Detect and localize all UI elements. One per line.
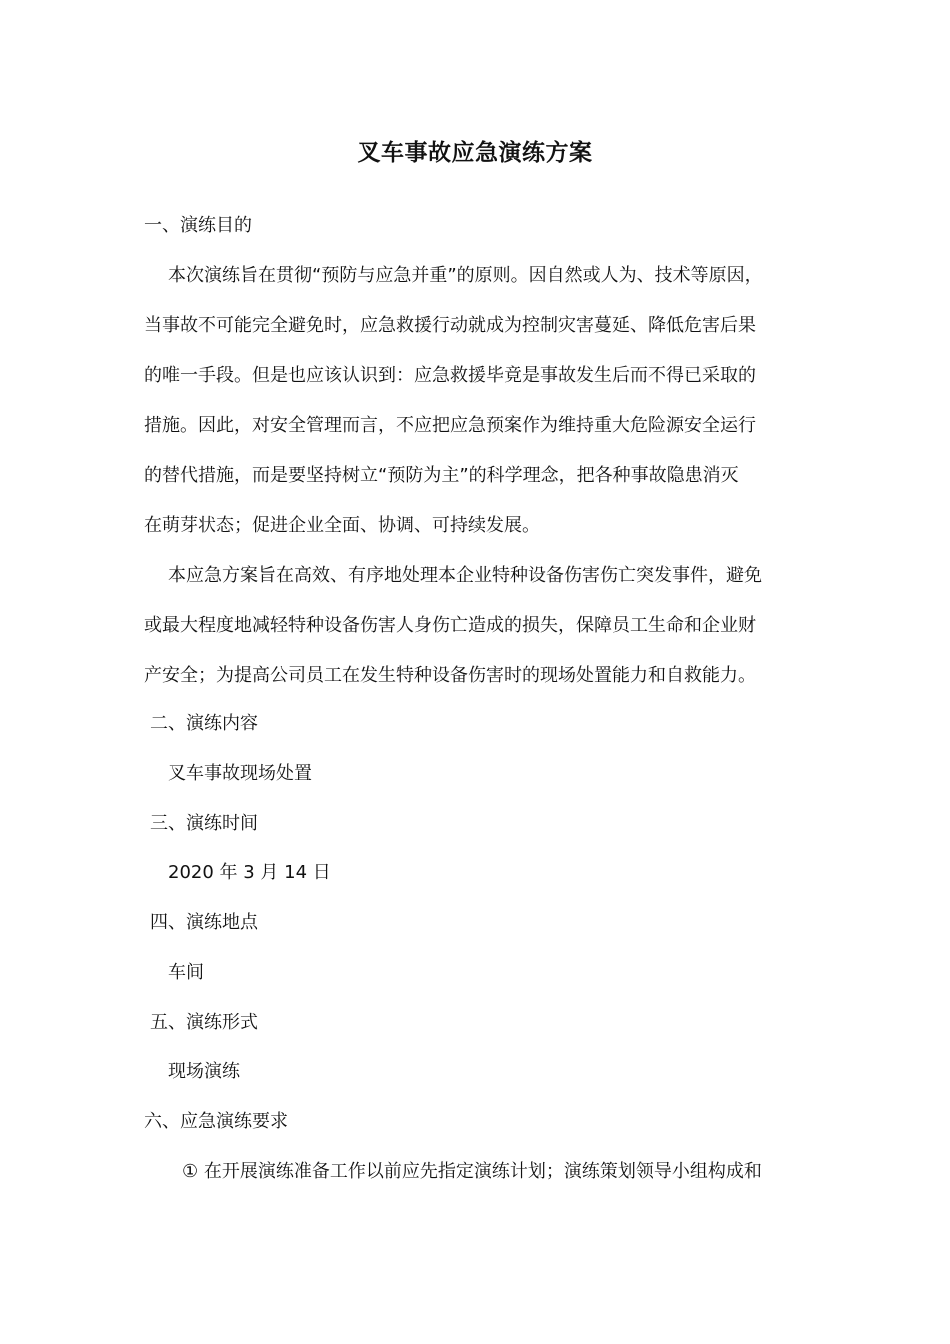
- document-title: 叉车事故应急演练方案: [357, 140, 593, 166]
- section-format-text: 现场演练: [168, 1061, 240, 1082]
- section-heading-time: 三、演练时间: [150, 813, 258, 834]
- section-heading-format: 五、演练形式: [150, 1012, 258, 1033]
- paragraph-line: 产安全；为提高公司员工在发生特种设备伤害时的现场处置能力和自救能力。: [144, 665, 756, 686]
- paragraph-purpose-2: [144, 561, 824, 711]
- section-time-text: 2020 年 3 月 14 日: [168, 862, 331, 883]
- section-heading-location: 四、演练地点: [150, 912, 258, 933]
- section-heading-content: 二、演练内容: [150, 713, 258, 734]
- section-content-text: 叉车事故现场处置: [168, 763, 312, 784]
- paragraph-line: 的替代措施，而是要坚持树立“预防为主”的科学理念，把各种事故隐患消灭: [144, 465, 739, 486]
- paragraph-purpose-1: [144, 261, 824, 561]
- paragraph-line: 措施。因此，对安全管理而言，不应把应急预案作为维持重大危险源安全运行: [144, 415, 756, 436]
- paragraph-line: 本次演练旨在贯彻“预防与应急并重”的原则。因自然或人为、技术等原因，: [168, 265, 763, 286]
- paragraph-line: 在萌芽状态；促进企业全面、协调、可持续发展。: [144, 515, 540, 536]
- paragraph-line: 当事故不可能完全避免时，应急救援行动就成为控制灾害蔓延、降低危害后果: [144, 315, 756, 336]
- requirement-item: ① 在开展演练准备工作以前应先指定演练计划；演练策划领导小组构成和: [182, 1161, 762, 1182]
- section-heading-purpose: 一、演练目的: [144, 215, 252, 236]
- section-location-text: 车间: [168, 962, 204, 983]
- paragraph-line: 或最大程度地减轻特种设备伤害人身伤亡造成的损失，保障员工生命和企业财: [144, 615, 756, 636]
- section-heading-requirements: 六、应急演练要求: [144, 1111, 288, 1132]
- paragraph-line: 的唯一手段。但是也应该认识到：应急救援毕竟是事故发生后而不得已采取的: [144, 365, 756, 386]
- paragraph-line: 本应急方案旨在高效、有序地处理本企业特种设备伤害伤亡突发事件，避免: [168, 565, 762, 586]
